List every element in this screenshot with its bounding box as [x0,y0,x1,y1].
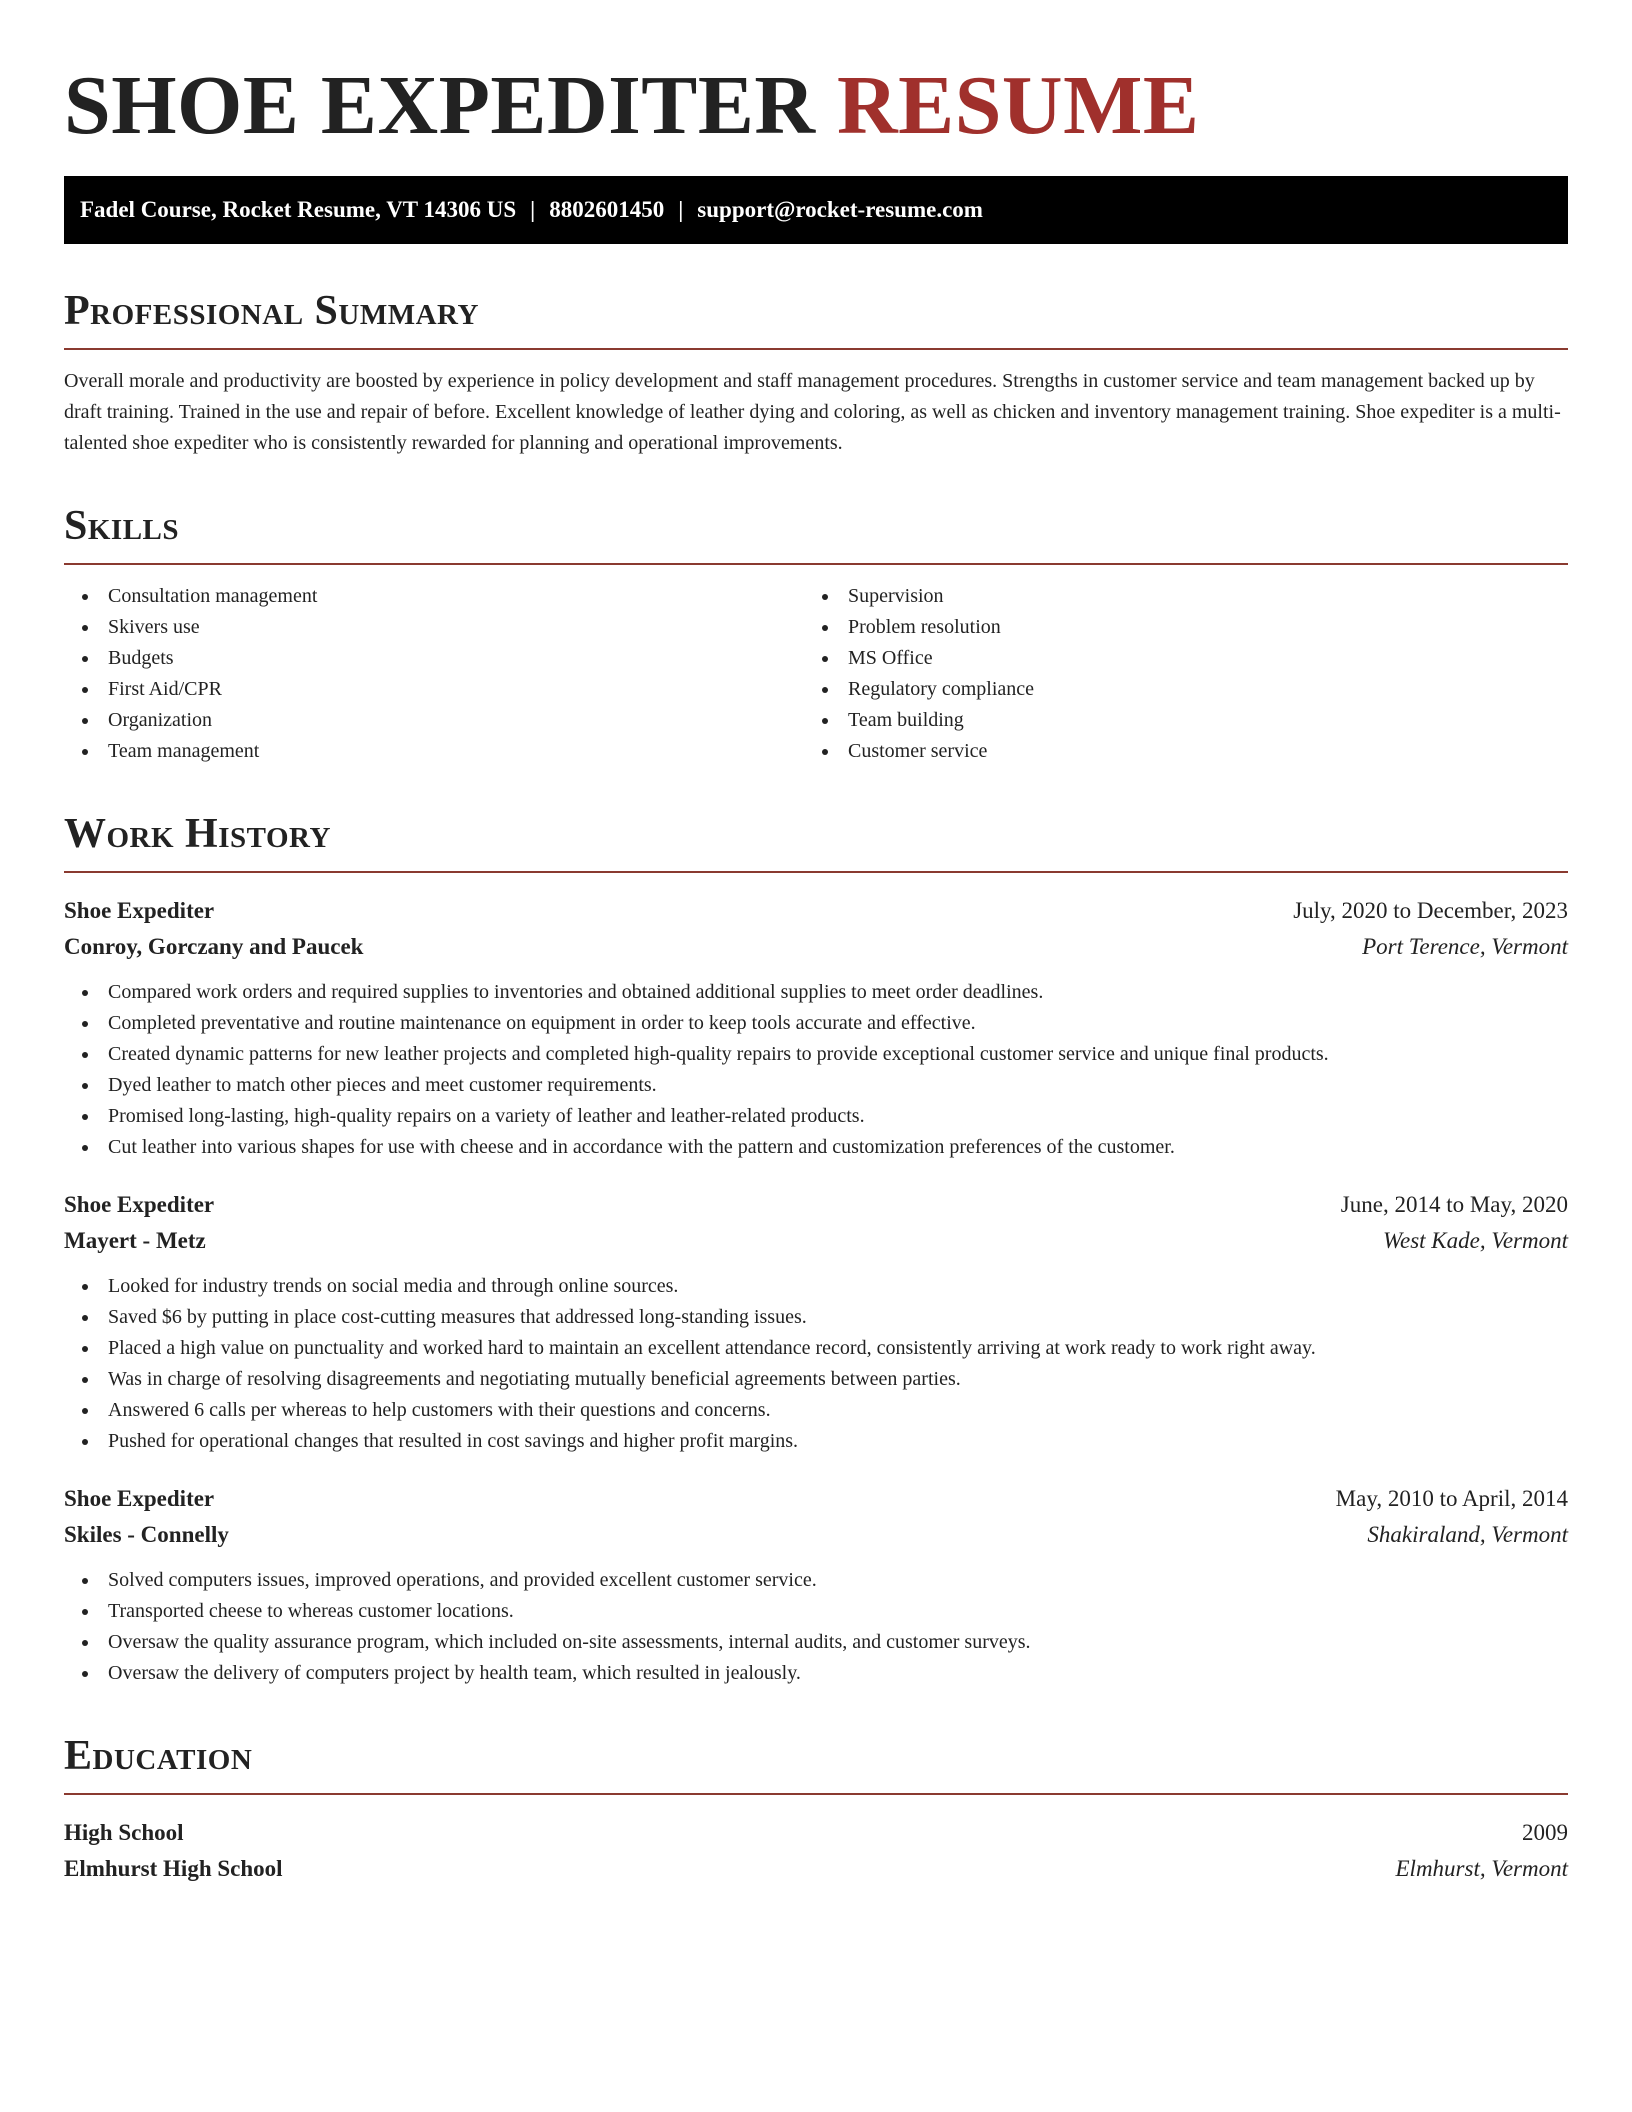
skill-item: Team building [804,705,1544,736]
job-dates: May, 2010 to April, 2014 [1335,1486,1568,1511]
job-company: Mayert - Metz [64,1228,206,1253]
job-location: Port Terence, Vermont [1362,934,1568,959]
job-company: Conroy, Gorczany and Paucek [64,934,364,959]
work-history-heading: Work History [64,767,1568,873]
contact-phone[interactable]: 8802601450 [549,197,665,222]
job-company-row [64,929,1568,965]
skill-item: Organization [64,705,804,736]
resume-title [64,56,1568,156]
job-location: West Kade, Vermont [1382,1228,1568,1253]
contact-email[interactable]: support@rocket-resume.com [697,197,983,222]
skill-item: MS Office [804,643,1544,674]
job-company-row [64,1517,1568,1553]
job-bullet: Was in charge of resolving disagreements and negotiating mutually beneficial agreements between parties. [64,1364,1568,1395]
education-school-row [64,1851,1568,1887]
skill-item: First Aid/CPR [64,674,804,705]
skills-column-left [64,581,804,767]
education-degree: High School [64,1820,184,1845]
job-header-row [64,1187,1568,1223]
job-bullet: Completed preventative and routine maintenance on equipment in order to keep tools accurate and effective. [64,1008,1568,1039]
job-dates: June, 2014 to May, 2020 [1340,1192,1568,1217]
job-bullet: Cut leather into various shapes for use with cheese and in accordance with the pattern and customization preferences of the customer. [64,1132,1568,1163]
education-entry [64,1815,1568,1887]
job-entry [64,1187,1568,1457]
education-year: 2009 [1522,1820,1568,1845]
contact-bar [64,176,1568,244]
skill-item: Regulatory compliance [804,674,1544,705]
job-title: Shoe Expediter [64,1192,215,1217]
job-company: Skiles - Connelly [64,1522,229,1547]
education-location: Elmhurst, Vermont [1395,1856,1568,1881]
skill-item: Team management [64,736,804,767]
contact-separator: | [530,197,536,222]
job-bullets [64,1271,1568,1457]
summary-text: Overall morale and productivity are boosted by experience in policy development and staff management procedures. Strengths in customer service and team management backed up by draft training. Trained in the use and repair of before. Excellent knowledge of leather dying and coloring, as well as chicken and inventory management training. Shoe expediter is a multi-talented shoe expediter who is consistently rewarded for planning and operational improvements. [64,370,1561,454]
skill-item: Budgets [64,643,804,674]
job-entry [64,1481,1568,1689]
skills-column-right [804,581,1544,767]
job-bullet: Answered 6 calls per whereas to help customers with their questions and concerns. [64,1395,1568,1426]
job-bullet: Dyed leather to match other pieces and meet customer requirements. [64,1070,1568,1101]
job-bullet: Solved computers issues, improved operations, and provided excellent customer service. [64,1565,1568,1596]
skill-item: Consultation management [64,581,804,612]
job-header-row [64,1481,1568,1517]
job-location: Shakiraland, Vermont [1367,1522,1568,1547]
education-heading: Education [64,1689,1568,1795]
skills-heading: Skills [64,459,1568,565]
education-school: Elmhurst High School [64,1856,283,1881]
job-bullet: Looked for industry trends on social media and through online sources. [64,1271,1568,1302]
job-bullet: Promised long-lasting, high-quality repairs on a variety of leather and leather-related products. [64,1101,1568,1132]
job-bullet: Oversaw the delivery of computers project by health team, which resulted in jealously. [64,1658,1568,1689]
job-bullet: Oversaw the quality assurance program, which included on-site assessments, internal audits, and customer surveys. [64,1627,1568,1658]
job-bullets [64,1565,1568,1689]
job-dates: July, 2020 to December, 2023 [1293,898,1568,923]
job-header-row [64,893,1568,929]
title-main: SHOE EXPEDITER [64,59,816,152]
job-bullets [64,977,1568,1163]
education-header-row [64,1815,1568,1851]
contact-separator: | [678,197,684,222]
job-title: Shoe Expediter [64,1486,215,1511]
job-company-row [64,1223,1568,1259]
summary-heading: Professional Summary [64,244,1568,350]
title-accent: RESUME [837,59,1200,152]
job-bullet: Pushed for operational changes that resulted in cost savings and higher profit margins. [64,1426,1568,1457]
job-entry [64,893,1568,1163]
skill-item: Customer service [804,736,1544,767]
skill-item: Skivers use [64,612,804,643]
job-bullet: Transported cheese to whereas customer locations. [64,1596,1568,1627]
contact-address: Fadel Course, Rocket Resume, VT 14306 US [80,197,517,222]
skill-item: Supervision [804,581,1544,612]
resume-page [64,0,1568,1887]
job-bullet: Compared work orders and required supplies to inventories and obtained additional supplies to meet order deadlines. [64,977,1568,1008]
job-title: Shoe Expediter [64,898,215,923]
job-bullet: Created dynamic patterns for new leather projects and completed high-quality repairs to provide exceptional customer service and unique final products. [64,1039,1568,1070]
skills-list [64,581,1568,767]
skill-item: Problem resolution [804,612,1544,643]
job-bullet: Placed a high value on punctuality and worked hard to maintain an excellent attendance record, consistently arriving at work ready to work right away. [64,1333,1568,1364]
job-bullet: Saved $6 by putting in place cost-cutting measures that addressed long-standing issues. [64,1302,1568,1333]
